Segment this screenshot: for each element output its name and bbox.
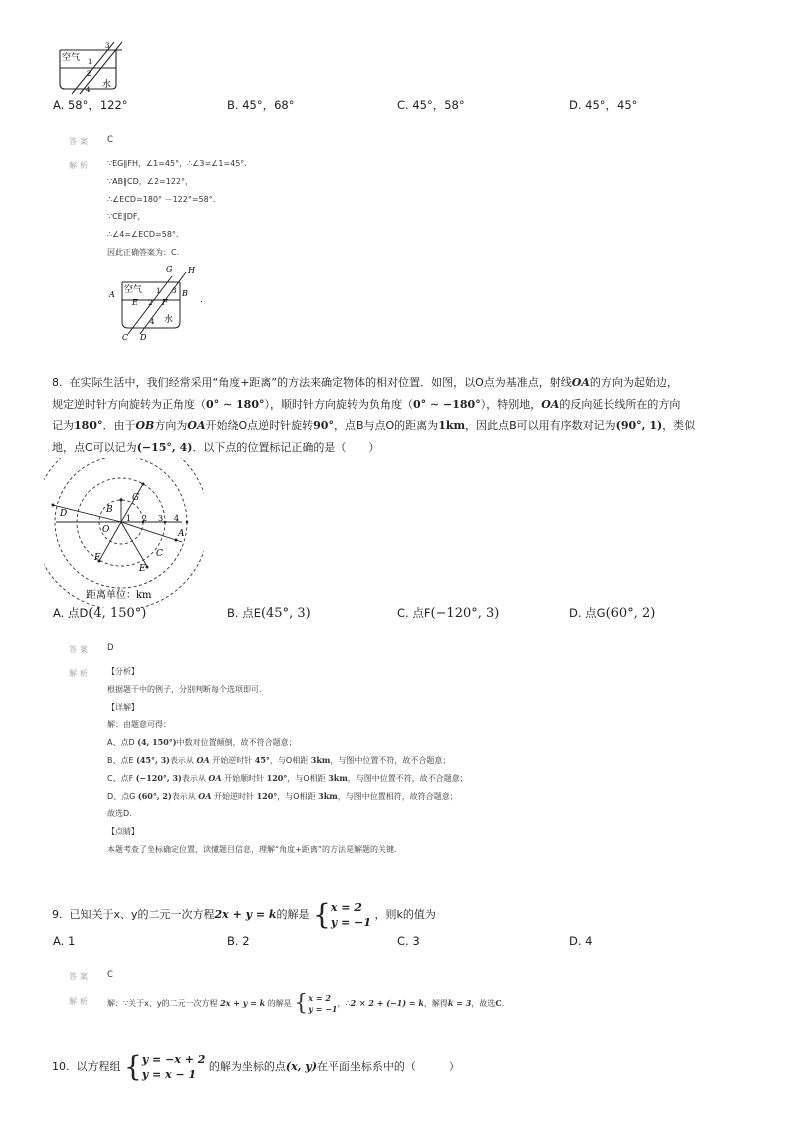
q7-option-d[interactable]: D. 45°，45° <box>569 98 638 112</box>
q9-stem: 9. 已知关于x、y的二元一次方程2x + y = k的解是 {x = 2 y = −1 ，则k的值为 <box>52 898 436 932</box>
svg-text:2: 2 <box>142 514 148 523</box>
top-figure <box>50 40 140 98</box>
q9-option-c[interactable]: C. 3 <box>397 934 420 948</box>
svg-text:F: F <box>162 298 168 307</box>
svg-text:G: G <box>166 265 173 274</box>
svg-text:H: H <box>188 266 195 275</box>
q8-option-a[interactable]: A. 点D(4, 150°) <box>53 606 147 621</box>
q8-analysis-tag: 解析 <box>69 669 91 678</box>
q8-answer-tag: 答案 <box>69 645 91 654</box>
water-label: 水 <box>102 80 112 90</box>
svg-text:4: 4 <box>174 514 180 523</box>
q9-answer-tag: 答案 <box>69 972 91 981</box>
svg-text:C: C <box>122 333 129 342</box>
svg-text:D: D <box>140 333 147 342</box>
svg-text:空气: 空气 <box>124 285 143 295</box>
svg-text:B: B <box>106 505 113 515</box>
svg-text:.: . <box>200 295 203 305</box>
svg-text:O: O <box>102 525 110 535</box>
q8-answer: D <box>107 643 114 653</box>
distance-unit-label: 距离单位：km <box>86 590 152 601</box>
q8-option-b[interactable]: B. 点E(45°, 3) <box>227 606 311 621</box>
q8-solution: 【分析】 根据题干中的例子，分别判断每个选项即可． 【详解】 解：由题意可得： A、点D (4, 150°)中数对位置颠倒，故不符合题意； B、点E (45°, 3)表示从 OA 开始逆时针 45°，与O相距 3km，与图中位置不符，故不合题意； C、点F (−120°, 3)表示从 OA 开始顺时针 120°，与O相距 3km，与图中位置不符，故不合题意； D、点G (60°, 2)表示从 OA 开始逆时针 120°，与O相距 3km，与图中位置相符，故符合题意； 故选D. 【点睛】 本题考查了坐标确定位置，读懂题目信息，理解“角度+距离”的方法是解题的关键． <box>107 667 468 854</box>
svg-text:G: G <box>132 493 140 503</box>
svg-text:E: E <box>132 298 138 307</box>
svg-text:A: A <box>178 529 185 539</box>
svg-text:1: 1 <box>156 287 161 295</box>
svg-text:3: 3 <box>158 514 164 523</box>
q7-analysis-tag: 解析 <box>69 161 91 170</box>
q7-answer: C <box>107 135 113 145</box>
q8-option-d[interactable]: D. 点G(60°, 2) <box>569 606 656 621</box>
svg-text:D: D <box>60 509 68 519</box>
svg-text:B: B <box>182 289 188 298</box>
q9-option-b[interactable]: B. 2 <box>227 934 250 948</box>
svg-text:2: 2 <box>87 70 92 78</box>
svg-text:水: 水 <box>164 315 174 325</box>
svg-text:4: 4 <box>86 86 91 94</box>
air-label: 空气 <box>62 53 81 63</box>
svg-text:1: 1 <box>126 514 132 523</box>
q10-stem: 10. 以方程组 {y = −x + 2 y = x − 1 的解为坐标的点(x, y)在平面坐标系中的（ ） <box>52 1050 460 1084</box>
q8-polar-figure <box>44 458 204 608</box>
q8-option-c[interactable]: C. 点F(−120°, 3) <box>397 606 500 621</box>
q7-solution: ∵EG∥FH，∠1=45°，∴∠3=∠1=45°． ∵AB∥CD，∠2=122°， ∴∠ECD=180° －122°=58°． ∵CE∥DF， ∴∠4=∠ECD=58°． 因此正确答案为：C. <box>107 159 253 257</box>
q7-option-c[interactable]: C. 45°，58° <box>397 98 465 112</box>
svg-text:F: F <box>94 553 101 563</box>
q9-analysis-tag: 解析 <box>69 997 91 1006</box>
svg-text:3: 3 <box>105 42 110 50</box>
q9-option-d[interactable]: D. 4 <box>569 934 593 948</box>
q8-stem: 8. 在实际生活中，我们经常采用“角度+距离”的方法来确定物体的相对位置．如图，以O点为基准点，射线OA的方向为起始边， 规定逆时针方向旋转为正角度（0° ∼ 180°），顺时针方向旋转为负角度（0° ∼ −180°），特别地，OA的反向延长线所在的方向 记为180°．由于OB方向为OA开始绕O点逆时针旋转90°，点B与点O的距离为1km，因此点B可以用有序数对记为(90°, 1)，类似 地，点C可以记为(−15°, 4)．以下点的位置标记正确的是（ ） <box>52 376 696 454</box>
q7-option-b[interactable]: B. 45°，68° <box>227 98 295 112</box>
svg-text:E: E <box>139 564 146 574</box>
q7-option-a[interactable]: A. 58°，122° <box>53 98 128 112</box>
svg-text:2: 2 <box>148 299 153 307</box>
q7-solution-figure <box>104 262 214 342</box>
q9-answer: C <box>107 970 113 980</box>
q9-option-a[interactable]: A. 1 <box>53 934 76 948</box>
q9-solution: 解：∵关于x、y的二元一次方程 2x + y = k 的解是 {x = 2 y = −1，∴2 × 2 + (−1) = k，解得k = 3，故选C. <box>107 990 505 1016</box>
svg-text:A: A <box>109 290 115 299</box>
svg-text:C: C <box>156 549 163 559</box>
svg-text:3: 3 <box>172 287 177 295</box>
svg-text:1: 1 <box>88 58 93 66</box>
q7-answer-tag: 答案 <box>69 137 91 146</box>
svg-text:4: 4 <box>150 318 155 326</box>
